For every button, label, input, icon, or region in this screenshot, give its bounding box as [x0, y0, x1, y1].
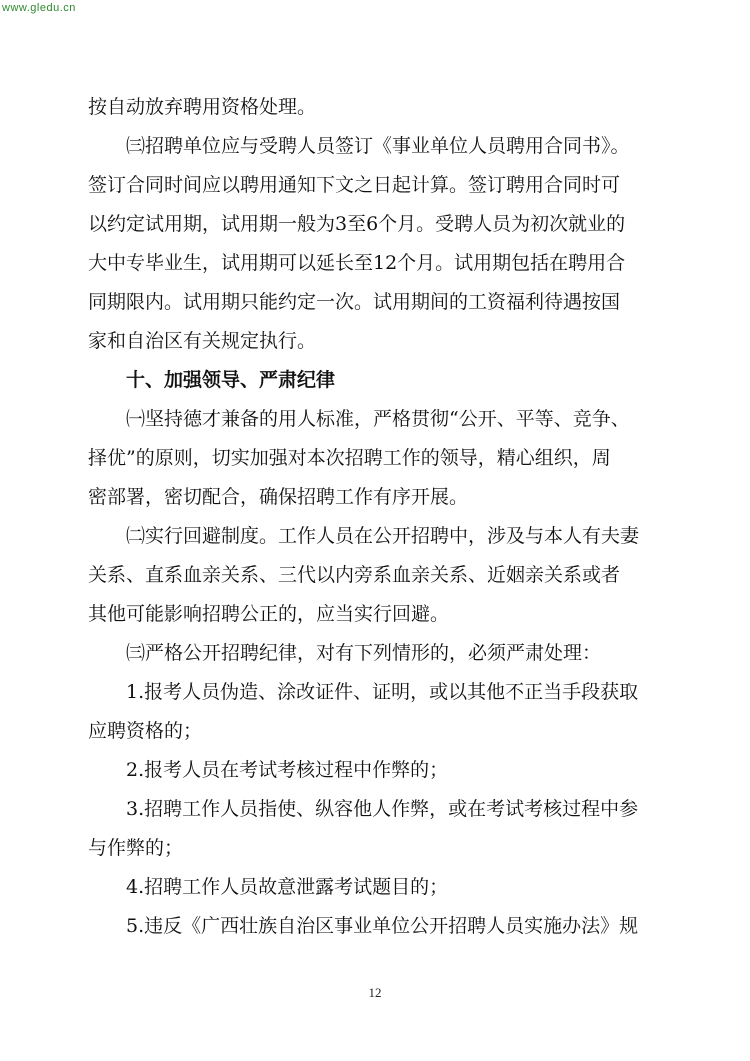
text-line: 择优”的原则，切实加强对本次招聘工作的领导，精心组织，周	[88, 447, 611, 469]
text-line: ㈢严格公开招聘纪律，对有下列情形的，必须严肃处理：	[126, 642, 602, 664]
text-line: 以约定试用期，试用期一般为3至6个月。受聘人员为初次就业的	[88, 213, 626, 235]
text-line: 关系、直系血亲关系、三代以内旁系血亲关系、近姻亲关系或者	[88, 564, 621, 586]
text-line: 按自动放弃聘用资格处理。	[88, 96, 317, 118]
watermark-url: www.gledu.cn	[2, 2, 76, 14]
text-line: 同期限内。试用期只能约定一次。试用期间的工资福利待遇按国	[88, 291, 621, 313]
text-line: 3.招聘工作人员指使、纵容他人作弊，或在考试考核过程中参	[126, 798, 639, 820]
text-line: 大中专毕业生，试用期可以延长至12个月。试用期包括在聘用合	[88, 252, 626, 274]
text-line: 家和自治区有关规定执行。	[88, 330, 317, 352]
text-line: ㈠坚持德才兼备的用人标准，严格贯彻“公开、平等、竞争、	[126, 408, 630, 430]
page-number: 12	[368, 985, 382, 1000]
text-line: 应聘资格的；	[88, 720, 203, 742]
section-heading: 十、加强领导、严肃纪律	[126, 369, 336, 391]
text-line: 2.报考人员在考试考核过程中作弊的；	[126, 759, 449, 781]
text-line: ㈡实行回避制度。工作人员在公开招聘中，涉及与本人有夫妻	[126, 525, 640, 547]
text-line: 签订合同时间应以聘用通知下文之日起计算。签订聘用合同时可	[88, 174, 621, 196]
text-line: 密部署，密切配合，确保招聘工作有序开展。	[88, 486, 469, 508]
text-line: 4.招聘工作人员故意泄露考试题目的；	[126, 876, 449, 898]
text-line: ㈢招聘单位应与受聘人员签订《事业单位人员聘用合同书》。	[126, 135, 630, 157]
text-line: 其他可能影响招聘公正的，应当实行回避。	[88, 603, 450, 625]
text-line: 1.报考人员伪造、涂改证件、证明，或以其他不正当手段获取	[126, 681, 639, 703]
text-line: 5.违反《广西壮族自治区事业单位公开招聘人员实施办法》规	[126, 915, 639, 937]
document-body	[88, 88, 668, 946]
text-line: 与作弊的；	[88, 837, 184, 859]
